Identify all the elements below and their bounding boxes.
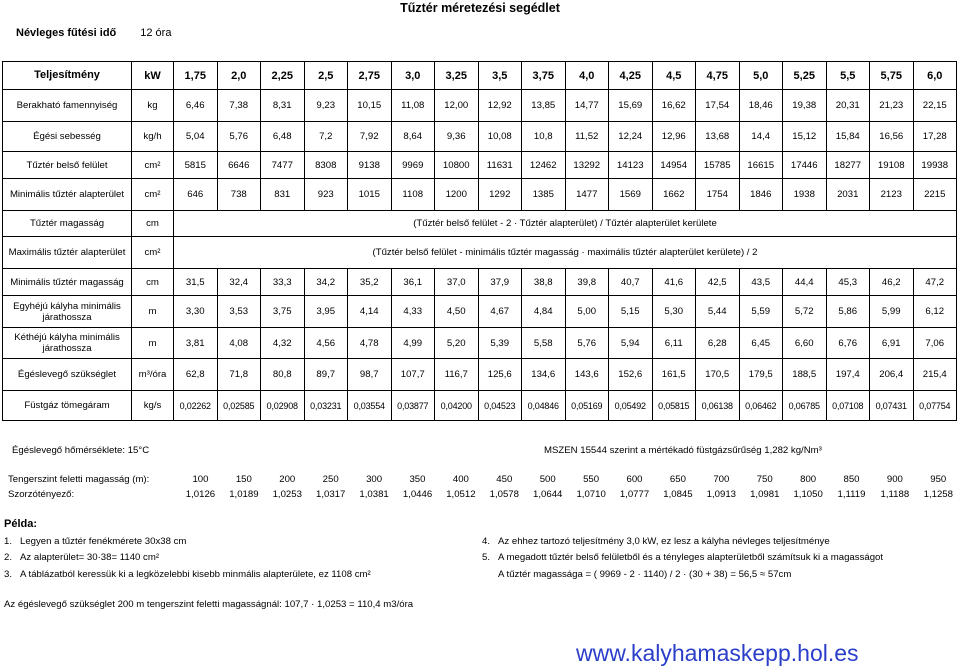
table-cell: 143,6: [565, 359, 609, 391]
example-step: [482, 552, 883, 563]
table-cell: 20,31: [826, 90, 870, 122]
factor-value: 1,1188: [880, 489, 910, 500]
table-cell: 0,04846: [522, 391, 566, 421]
altitude-factor-table: [8, 472, 960, 502]
table-cell: 3,95: [304, 296, 348, 328]
row-label: Tűztér belső felület: [3, 152, 132, 179]
table-cell: 4,33: [391, 296, 435, 328]
table-cell: 0,03231: [304, 391, 348, 421]
step-number: 3.: [4, 569, 13, 580]
header-power-cell: 4,25: [609, 62, 653, 90]
table-cell: 134,6: [522, 359, 566, 391]
row-label: Égéslevegő szükséglet: [3, 359, 132, 391]
factor-value: 1,0777: [619, 489, 650, 500]
row-unit: cm: [132, 269, 174, 296]
table-cell: 19108: [870, 152, 914, 179]
table-row: [3, 328, 957, 359]
table-cell: 5,30: [652, 296, 696, 328]
header-power-cell: 5,0: [739, 62, 783, 90]
row-label: Egyhéjú kályha minimális járathossza: [3, 296, 132, 328]
table-cell: 43,5: [739, 269, 783, 296]
table-cell: 0,06785: [783, 391, 827, 421]
table-cell: 10,08: [478, 122, 522, 152]
table-cell: 5,76: [217, 122, 261, 152]
table-cell: 5,86: [826, 296, 870, 328]
table-cell: 34,2: [304, 269, 348, 296]
table-cell: 1938: [783, 179, 827, 211]
table-cell: 3,81: [174, 328, 218, 359]
table-cell: 38,8: [522, 269, 566, 296]
row-label: Minimális tűztér magasság: [3, 269, 132, 296]
altitude-value: 250: [322, 474, 339, 485]
header-label: Teljesítmény: [3, 62, 132, 90]
table-cell: 17446: [783, 152, 827, 179]
factor-value: 1,1258: [923, 489, 953, 500]
table-cell: 8,64: [391, 122, 435, 152]
table-row: [3, 269, 957, 296]
factor-value: 1,0126: [185, 489, 216, 500]
table-cell: 3,53: [217, 296, 261, 328]
header-power-cell: 1,75: [174, 62, 218, 90]
row-unit: m: [132, 296, 174, 328]
table-cell: 0,04523: [478, 391, 522, 421]
table-cell: 0,03877: [391, 391, 435, 421]
table-cell: 14,4: [739, 122, 783, 152]
example-step: [4, 569, 371, 580]
table-cell: 1292: [478, 179, 522, 211]
altitude-value: 300: [366, 474, 383, 485]
row-label: Berakható famennyiség: [3, 90, 132, 122]
table-cell: 5,99: [870, 296, 914, 328]
table-cell: 4,99: [391, 328, 435, 359]
factor-label: Szorzótényező:: [8, 489, 75, 500]
factor-value: 1,0644: [533, 489, 563, 500]
table-cell: 0,07108: [826, 391, 870, 421]
altitude-value: 350: [409, 474, 426, 485]
table-cell: 33,3: [261, 269, 305, 296]
rated-time-value: 12 óra: [140, 27, 172, 39]
row-label: Tűztér magasság: [3, 211, 132, 237]
table-cell: 0,02262: [174, 391, 218, 421]
table-cell: 11,52: [565, 122, 609, 152]
row-unit: cm: [132, 211, 174, 237]
table-cell: 7,2: [304, 122, 348, 152]
factor-value: 1,0317: [316, 489, 346, 500]
table-cell: 3,75: [261, 296, 305, 328]
row-label: Füstgáz tömegáram: [3, 391, 132, 421]
step-number: 2.: [4, 552, 13, 563]
row-unit: kg/h: [132, 122, 174, 152]
table-cell: 19,38: [783, 90, 827, 122]
table-cell: 4,56: [304, 328, 348, 359]
table-cell: 1385: [522, 179, 566, 211]
row-unit: m: [132, 328, 174, 359]
table-cell: 5815: [174, 152, 218, 179]
step-number: 4.: [482, 536, 491, 547]
table-cell: 2123: [870, 179, 914, 211]
table-cell: 0,04200: [435, 391, 479, 421]
table-cell: 6,11: [652, 328, 696, 359]
altitude-value: 950: [930, 474, 947, 485]
table-cell: 738: [217, 179, 261, 211]
altitude-value: 850: [843, 474, 860, 485]
table-cell: 45,3: [826, 269, 870, 296]
table-cell: 12,24: [609, 122, 653, 152]
table-cell: 170,5: [696, 359, 740, 391]
table-cell: 31,5: [174, 269, 218, 296]
header-power-cell: 2,0: [217, 62, 261, 90]
table-cell: 6,46: [174, 90, 218, 122]
example-step: [482, 536, 830, 547]
altitude-value: 650: [669, 474, 686, 485]
factor-value: 1,0981: [750, 489, 780, 500]
altitude-value: 900: [886, 474, 903, 485]
altitude-label: Tengerszint feletti magasság (m):: [8, 474, 150, 485]
table-row: [3, 296, 957, 328]
table-cell: 13,85: [522, 90, 566, 122]
table-cell: 5,20: [435, 328, 479, 359]
table-cell: 15785: [696, 152, 740, 179]
header-power-cell: 2,5: [304, 62, 348, 90]
table-cell: 5,72: [783, 296, 827, 328]
table-cell: 0,05815: [652, 391, 696, 421]
table-row: [3, 359, 957, 391]
website-url[interactable]: www.kalyhamaskepp.hol.es: [576, 640, 859, 666]
table-cell: 2031: [826, 179, 870, 211]
table-cell: 11631: [478, 152, 522, 179]
table-cell: 47,2: [913, 269, 957, 296]
header-power-cell: 3,0: [391, 62, 435, 90]
row-formula: (Tűztér belső felület - 2 · Tűztér alapterület) / Tűztér alapterület kerülete: [174, 211, 957, 237]
table-cell: 98,7: [348, 359, 392, 391]
table-cell: 36,1: [391, 269, 435, 296]
table-cell: 37,9: [478, 269, 522, 296]
table-cell: 4,50: [435, 296, 479, 328]
table-cell: 8308: [304, 152, 348, 179]
table-cell: 4,08: [217, 328, 261, 359]
table-cell: 197,4: [826, 359, 870, 391]
table-cell: 13,68: [696, 122, 740, 152]
altitude-value: 700: [713, 474, 730, 485]
factor-value: 1,0578: [489, 489, 519, 500]
table-cell: 16615: [739, 152, 783, 179]
table-cell: 16,62: [652, 90, 696, 122]
table-cell: 46,2: [870, 269, 914, 296]
table-cell: 0,05169: [565, 391, 609, 421]
altitude-value: 750: [756, 474, 773, 485]
table-cell: 4,84: [522, 296, 566, 328]
table-cell: 10800: [435, 152, 479, 179]
table-cell: 0,05492: [609, 391, 653, 421]
example-note: Az égéslevegő szükséglet 200 m tengerszint feletti magasságnál: 107,7 · 1,0253 = 110,4 m3/óra: [4, 599, 414, 610]
table-cell: 17,28: [913, 122, 957, 152]
header-power-cell: 5,75: [870, 62, 914, 90]
row-unit: m³/óra: [132, 359, 174, 391]
table-cell: 15,69: [609, 90, 653, 122]
table-cell: 6,91: [870, 328, 914, 359]
header-power-cell: 5,5: [826, 62, 870, 90]
row-unit: cm²: [132, 237, 174, 269]
table-cell: 0,03554: [348, 391, 392, 421]
factor-value: 1,0913: [706, 489, 736, 500]
header-power-cell: 6,0: [913, 62, 957, 90]
table-cell: 215,4: [913, 359, 957, 391]
table-cell: 5,58: [522, 328, 566, 359]
table-cell: 4,14: [348, 296, 392, 328]
header-power-cell: 4,0: [565, 62, 609, 90]
step-text: A táblázatból keressük ki a legközelebbi kisebb minmális alapterülete, ez 1108 cm²: [20, 569, 371, 580]
rated-time-label: Névleges fűtési idő: [16, 27, 117, 39]
table-cell: 1477: [565, 179, 609, 211]
table-cell: 0,06462: [739, 391, 783, 421]
table-cell: 41,6: [652, 269, 696, 296]
table-cell: 21,23: [870, 90, 914, 122]
table-cell: 17,54: [696, 90, 740, 122]
row-label: Égési sebesség: [3, 122, 132, 152]
table-cell: 39,8: [565, 269, 609, 296]
altitude-value: 800: [800, 474, 817, 485]
table-cell: 3,30: [174, 296, 218, 328]
table-cell: 35,2: [348, 269, 392, 296]
table-cell: 6,76: [826, 328, 870, 359]
step-text: Az alapterület= 30·38= 1140 cm²: [20, 552, 160, 563]
table-cell: 1108: [391, 179, 435, 211]
table-cell: 44,4: [783, 269, 827, 296]
table-cell: 11,08: [391, 90, 435, 122]
example-step: [482, 569, 791, 580]
table-cell: 0,02908: [261, 391, 305, 421]
table-cell: 5,59: [739, 296, 783, 328]
table-cell: 206,4: [870, 359, 914, 391]
combustion-air-temperature: Égéslevegő hőmérséklete: 15°C: [12, 445, 150, 456]
table-cell: 2215: [913, 179, 957, 211]
table-row: [3, 179, 957, 211]
header-unit: kW: [132, 62, 174, 90]
table-cell: 5,39: [478, 328, 522, 359]
table-cell: 12,96: [652, 122, 696, 152]
example-step: [4, 552, 159, 563]
example-step: [4, 536, 186, 547]
table-cell: 37,0: [435, 269, 479, 296]
factor-value: 1,0710: [576, 489, 606, 500]
altitude-value: 450: [496, 474, 513, 485]
table-cell: 1200: [435, 179, 479, 211]
factor-value: 1,0845: [663, 489, 693, 500]
header-power-cell: 2,25: [261, 62, 305, 90]
table-row: [3, 152, 957, 179]
altitude-value: 550: [583, 474, 600, 485]
table-cell: 12462: [522, 152, 566, 179]
step-text: A tűztér magassága = ( 9969 - 2 · 1140) / 2 · (30 + 38) = 56,5 ≈ 57cm: [498, 569, 792, 580]
step-number: 5.: [482, 552, 491, 563]
table-row: [3, 211, 957, 237]
table-cell: 1662: [652, 179, 696, 211]
table-cell: 125,6: [478, 359, 522, 391]
table-cell: 1569: [609, 179, 653, 211]
table-cell: 15,84: [826, 122, 870, 152]
step-number: 1.: [4, 536, 13, 547]
table-cell: 14,77: [565, 90, 609, 122]
table-cell: 80,8: [261, 359, 305, 391]
table-cell: 7,06: [913, 328, 957, 359]
table-cell: 107,7: [391, 359, 435, 391]
altitude-value: 500: [539, 474, 556, 485]
header-power-cell: 3,25: [435, 62, 479, 90]
table-cell: 62,8: [174, 359, 218, 391]
table-cell: 71,8: [217, 359, 261, 391]
table-cell: 1754: [696, 179, 740, 211]
table-cell: 18277: [826, 152, 870, 179]
table-cell: 12,00: [435, 90, 479, 122]
table-cell: 6,48: [261, 122, 305, 152]
table-cell: 1015: [348, 179, 392, 211]
table-cell: 10,8: [522, 122, 566, 152]
table-cell: 0,07754: [913, 391, 957, 421]
table-cell: 32,4: [217, 269, 261, 296]
header-power-cell: 2,75: [348, 62, 392, 90]
flue-gas-density-note: MSZEN 15544 szerint a mértékadó füstgázsűrűség 1,282 kg/Nm³: [544, 445, 822, 456]
table-header-row: [3, 62, 957, 90]
altitude-value: 200: [279, 474, 296, 485]
table-cell: 646: [174, 179, 218, 211]
table-row: [3, 90, 957, 122]
header-power-cell: 3,75: [522, 62, 566, 90]
table-cell: 5,76: [565, 328, 609, 359]
table-cell: 161,5: [652, 359, 696, 391]
table-cell: 5,44: [696, 296, 740, 328]
table-cell: 13292: [565, 152, 609, 179]
table-cell: 188,5: [783, 359, 827, 391]
table-row: [3, 391, 957, 421]
altitude-value: 100: [192, 474, 209, 485]
table-cell: 6,12: [913, 296, 957, 328]
factor-value: 1,1050: [793, 489, 823, 500]
table-cell: 89,7: [304, 359, 348, 391]
table-cell: 7,38: [217, 90, 261, 122]
factor-value: 1,0381: [359, 489, 389, 500]
table-cell: 179,5: [739, 359, 783, 391]
table-cell: 1846: [739, 179, 783, 211]
table-cell: 831: [261, 179, 305, 211]
table-cell: 4,78: [348, 328, 392, 359]
table-cell: 15,12: [783, 122, 827, 152]
header-power-cell: 4,75: [696, 62, 740, 90]
table-cell: 5,94: [609, 328, 653, 359]
row-unit: cm²: [132, 152, 174, 179]
table-row: [3, 122, 957, 152]
table-cell: 7477: [261, 152, 305, 179]
table-cell: 5,15: [609, 296, 653, 328]
row-unit: cm²: [132, 179, 174, 211]
table-cell: 152,6: [609, 359, 653, 391]
table-cell: 40,7: [609, 269, 653, 296]
table-row: [3, 237, 957, 269]
table-cell: 9969: [391, 152, 435, 179]
altitude-value: 600: [626, 474, 643, 485]
table-cell: 5,00: [565, 296, 609, 328]
table-cell: 10,15: [348, 90, 392, 122]
step-text: A megadott tűztér belső felületből és a tényleges alapterületből számítsuk ki a magasságot: [498, 552, 884, 563]
table-cell: 6,28: [696, 328, 740, 359]
page-title: Tűztér méretezési segédlet: [400, 1, 560, 15]
sizing-table: [2, 61, 957, 421]
table-cell: 7,92: [348, 122, 392, 152]
header-power-cell: 5,25: [783, 62, 827, 90]
table-cell: 4,32: [261, 328, 305, 359]
table-cell: 0,02585: [217, 391, 261, 421]
table-cell: 9138: [348, 152, 392, 179]
altitude-value: 150: [235, 474, 252, 485]
table-cell: 14954: [652, 152, 696, 179]
example-heading: Példa:: [4, 518, 38, 530]
table-cell: 6646: [217, 152, 261, 179]
row-label: Kéthéjú kályha minimális járathossza: [3, 328, 132, 359]
row-unit: kg: [132, 90, 174, 122]
table-cell: 19938: [913, 152, 957, 179]
table-cell: 12,92: [478, 90, 522, 122]
table-cell: 8,31: [261, 90, 305, 122]
table-cell: 0,06138: [696, 391, 740, 421]
rated-heating-time: [16, 27, 171, 39]
table-cell: 14123: [609, 152, 653, 179]
table-cell: 6,45: [739, 328, 783, 359]
row-label: Minimális tűztér alapterület: [3, 179, 132, 211]
header-power-cell: 3,5: [478, 62, 522, 90]
row-unit: kg/s: [132, 391, 174, 421]
table-cell: 18,46: [739, 90, 783, 122]
step-text: Legyen a tűztér fenékmérete 30x38 cm: [20, 536, 187, 547]
altitude-value: 400: [452, 474, 469, 485]
header-power-cell: 4,5: [652, 62, 696, 90]
row-label: Maximális tűztér alapterület: [3, 237, 132, 269]
table-cell: 42,5: [696, 269, 740, 296]
table-cell: 9,36: [435, 122, 479, 152]
table-cell: 5,04: [174, 122, 218, 152]
table-cell: 9,23: [304, 90, 348, 122]
factor-value: 1,0446: [402, 489, 433, 500]
table-cell: 6,60: [783, 328, 827, 359]
row-formula: (Tűztér belső felület - minimális tűztér magasság · maximális tűztér alapterület kerülete) / 2: [174, 237, 957, 269]
step-text: Az ehhez tartozó teljesítmény 3,0 kW, ez lesz a kályha névleges teljesítménye: [498, 536, 830, 547]
factor-value: 1,0253: [272, 489, 302, 500]
factor-value: 1,0512: [446, 489, 476, 500]
table-cell: 4,67: [478, 296, 522, 328]
table-cell: 16,56: [870, 122, 914, 152]
table-cell: 22,15: [913, 90, 957, 122]
factor-value: 1,0189: [229, 489, 259, 500]
factor-value: 1,1119: [837, 489, 866, 500]
table-cell: 116,7: [435, 359, 479, 391]
table-cell: 0,07431: [870, 391, 914, 421]
table-cell: 923: [304, 179, 348, 211]
